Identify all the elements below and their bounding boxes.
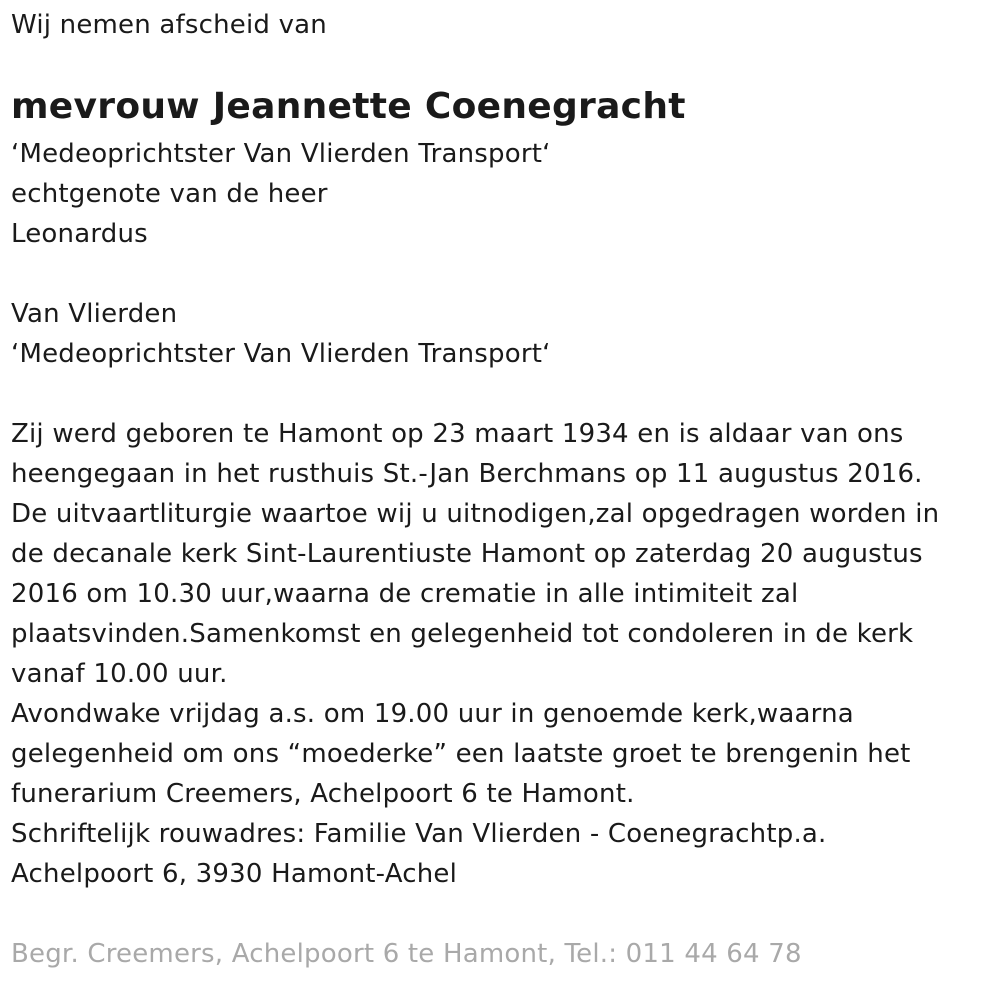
subtitle-line: echtgenote van de heer — [11, 179, 328, 209]
subtitle-line: ‘Medeoprichtster Van Vlierden Transport‘ — [11, 139, 551, 169]
body-line: de decanale kerk Sint-Laurentiuste Hamont op zaterdag 20 augustus — [11, 539, 923, 569]
body-line: Achelpoort 6, 3930 Hamont-Achel — [11, 859, 458, 889]
intro-text: Wij nemen afscheid van — [11, 10, 327, 40]
body-line: De uitvaartliturgie waartoe wij u uitnodigen,zal opgedragen worden in — [11, 499, 940, 529]
spouse-line: ‘Medeoprichtster Van Vlierden Transport‘ — [11, 339, 551, 369]
body-line: funerarium Creemers, Achelpoort 6 te Hamont. — [11, 779, 635, 809]
body-line: plaatsvinden.Samenkomst en gelegenheid tot condoleren in de kerk — [11, 619, 914, 649]
subtitle-line: Leonardus — [11, 219, 148, 249]
body-line: Zij werd geboren te Hamont op 23 maart 1934 en is aldaar van ons — [11, 419, 904, 449]
deceased-name: mevrouw Jeannette Coenegracht — [11, 86, 686, 127]
body-line: gelegenheid om ons “moederke” een laatste groet te brengenin het — [11, 739, 911, 769]
spouse-line: Van Vlierden — [11, 299, 178, 329]
body-text — [11, 414, 939, 894]
spouse-block — [11, 294, 551, 374]
body-line: Schriftelijk rouwadres: Familie Van Vlierden - Coenegrachtp.a. — [11, 819, 827, 849]
funeral-home-footer: Begr. Creemers, Achelpoort 6 te Hamont, Tel.: 011 44 64 78 — [11, 939, 802, 969]
body-line: vanaf 10.00 uur. — [11, 659, 228, 689]
body-line: heengegaan in het rusthuis St.-Jan Berchmans op 11 augustus 2016. — [11, 459, 923, 489]
body-line: Avondwake vrijdag a.s. om 19.00 uur in genoemde kerk,waarna — [11, 699, 854, 729]
body-line: 2016 om 10.30 uur,waarna de crematie in alle intimiteit zal — [11, 579, 799, 609]
subtitle-block — [11, 134, 551, 254]
